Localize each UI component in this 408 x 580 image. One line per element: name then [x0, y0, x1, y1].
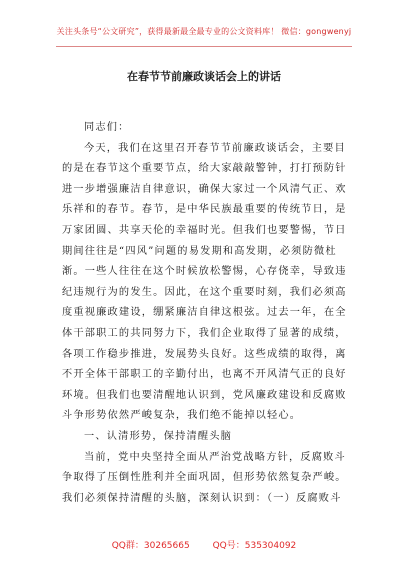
body-line: 今天，我们在这里召开春节节前廉政谈话会，主要目 [84, 142, 346, 154]
footer-contact [0, 538, 408, 551]
body-line: 当前，党中央坚持全面从严治党战略方针，反腐败斗 [84, 451, 346, 463]
body-line: 体干部职工的共同努力下，我们企业取得了显著的成绩， [62, 327, 347, 339]
body-line: 渐。一些人往往在这个时候放松警惕，心存侥幸，导致违 [62, 266, 347, 278]
body-line: 不开全体干部职工的辛勤付出，也离不开风清气正的良好 [62, 369, 347, 381]
footer-qq-number: QQ号：535304092 [212, 541, 297, 551]
body-line: 的是在春节这个重要节点，给大家敲敲警钟，打打预防针 [62, 163, 347, 175]
body-line: 期间往往是“四风”问题的易发期和高发期，必须防微杜 [62, 245, 337, 257]
body-line: 争取得了压倒性胜利并全面巩固，但形势依然复杂严峻。 [62, 472, 347, 484]
body-line: 一、认清形势，保持清醒头脑 [84, 430, 233, 442]
body-line: 纪违规行为的发生。因此，在这个重要时刻，我们必须高 [62, 286, 347, 298]
body-line: 环境。但我们也要清醒地认识到，党风廉政建设和反腐败 [62, 389, 347, 401]
body-line: 度重视廉政建设，绷紧廉洁自律这根弦。过去一年，在全 [62, 307, 347, 319]
body-line: 我们必须保持清醒的头脑，深刻认识到：（一）反腐败斗 [62, 492, 342, 504]
header-banner: 关注头条号“公文研究”，获得最新最全最专业的公文资料库！ 微信：gongwenyj [56, 27, 352, 36]
footer-qq-group: QQ群：30265665 [111, 541, 190, 551]
header-divider [56, 46, 352, 47]
body-line: 同志们： [84, 122, 130, 133]
body-line: 斗争形势依然严峻复杂，我们绝不能掉以轻心。 [62, 410, 302, 422]
body-line: 进一步增强廉洁自律意识，确保大家过一个风清气正、欢 [62, 183, 347, 195]
document-title: 在春节节前廉政谈话会上的讲话 [127, 70, 281, 83]
body-line: 各项工作稳步推进，发展势头良好。这些成绩的取得，离 [62, 348, 347, 360]
body-line: 乐祥和的春节。春节，是中华民族最重要的传统节日，是 [62, 204, 347, 216]
body-line: 万家团圆、共享天伦的幸福时光。但我们也要警惕，节日 [62, 224, 347, 236]
document-body [62, 118, 352, 509]
